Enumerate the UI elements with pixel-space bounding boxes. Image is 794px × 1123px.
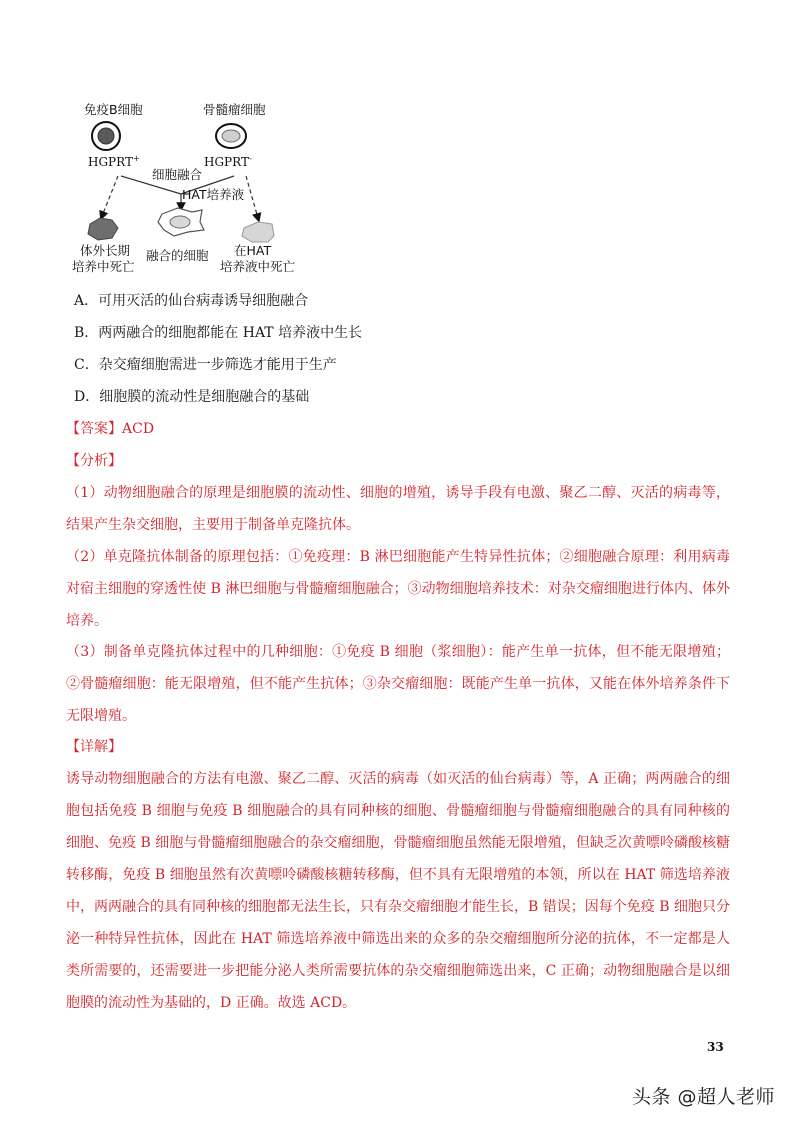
answer-label: 【答案】 xyxy=(66,421,122,437)
b-cell-icon xyxy=(92,122,120,150)
outcome-left-line2: 培养中死亡 xyxy=(72,259,135,274)
analysis-paragraph-3: （3）制备单克隆抗体过程中的几种细胞：①免疫 B 细胞（浆细胞）：能产生单一抗体，但不能无限增殖；②骨髓瘤细胞：能无限增殖，但不能产生抗体；③杂交瘤细胞：既能产生单一抗体，又能在体外培养条件下无限增殖。 xyxy=(66,644,730,724)
option-b: B．两两融合的细胞都能在 HAT 培养液中生长 xyxy=(74,325,363,341)
page-number: 33 xyxy=(707,1040,724,1054)
option-c: C．杂交瘤细胞需进一步筛选才能用于生产 xyxy=(74,357,337,373)
outcome-left-line1: 体外长期 xyxy=(80,243,131,258)
cell-fusion-diagram xyxy=(66,96,316,276)
analysis-paragraph-1: （1）动物细胞融合的原理是细胞膜的流动性、细胞的增殖，诱导手段有电激、聚乙二醇、灭活的病毒等，结果产生杂交细胞，主要用于制备单克隆抗体。 xyxy=(66,485,730,533)
hgprt-positive-label: HGPRT+ xyxy=(88,154,140,169)
outcome-right-line1: 在HAT xyxy=(234,243,272,258)
option-a: A．可用灭活的仙台病毒诱导细胞融合 xyxy=(74,293,309,309)
fusion-label: 细胞融合 xyxy=(152,167,203,182)
myeloma-cell-label: 骨髓瘤细胞 xyxy=(203,102,266,117)
outcome-middle: 融合的细胞 xyxy=(146,248,209,263)
hat-medium-label: HAT培养液 xyxy=(182,187,245,202)
detail-heading: 【详解】 xyxy=(66,739,122,755)
b-cell-label: 免疫B细胞 xyxy=(84,102,143,117)
myeloma-cell-icon xyxy=(216,124,246,148)
answer-line xyxy=(66,419,154,439)
analysis-paragraph-2: （2）单克隆抗体制备的原理包括：①免疫理：B 淋巴细胞能产生特异性抗体；②细胞融合原理：利用病毒对宿主细胞的穿透性使 B 淋巴细胞与骨髓瘤细胞融合；③动物细胞培养技术：对杂交瘤细胞进行体内、体外培养。 xyxy=(66,549,730,629)
analysis-heading: 【分析】 xyxy=(66,453,122,469)
fused-cell-icon xyxy=(158,208,204,236)
dead-cell-left-icon xyxy=(88,218,118,240)
option-d: D．细胞膜的流动性是细胞融合的基础 xyxy=(74,389,310,405)
watermark: 头条 @超人老师 xyxy=(632,1086,776,1108)
outcome-right-line2: 培养液中死亡 xyxy=(220,259,296,274)
dead-cell-right-icon xyxy=(242,222,274,242)
answer-value: ACD xyxy=(122,421,155,437)
hgprt-negative-label: HGPRT- xyxy=(204,154,252,169)
detail-paragraph: 诱导动物细胞融合的方法有电激、聚乙二醇、灭活的病毒（如灭活的仙台病毒）等，A 正确；两两融合的细胞包括免疫 B 细胞与免疫 B 细胞融合的具有同种核的细胞、骨髓瘤细胞与骨髓瘤细胞融合的具有同种核的细胞、免疫 B 细胞与骨髓瘤细胞融合的杂交瘤细胞，骨髓瘤细胞虽然能无限增殖，但缺乏次黄嘌呤磷酸核糖转移酶，免疫 B 细胞虽然有次黄嘌呤磷酸核糖转移酶，但不具有无限增殖的本领，所以在 HAT 筛选培养液中，两两融合的具有同种核的细胞都无法生长，只有杂交瘤细胞才能生长，B 错误；因每个免疫 B 细胞只分泌一种特异性抗体，因此在 HAT 筛选培养液中筛选出来的众多的杂交瘤细胞所分泌的抗体，不一定都是人类所需要的，还需要进一步把能分泌人类所需要抗体的杂交瘤细胞筛选出来，C 正确；动物细胞融合是以细胞膜的流动性为基础的，D 正确。故选 ACD。 xyxy=(66,771,730,1011)
